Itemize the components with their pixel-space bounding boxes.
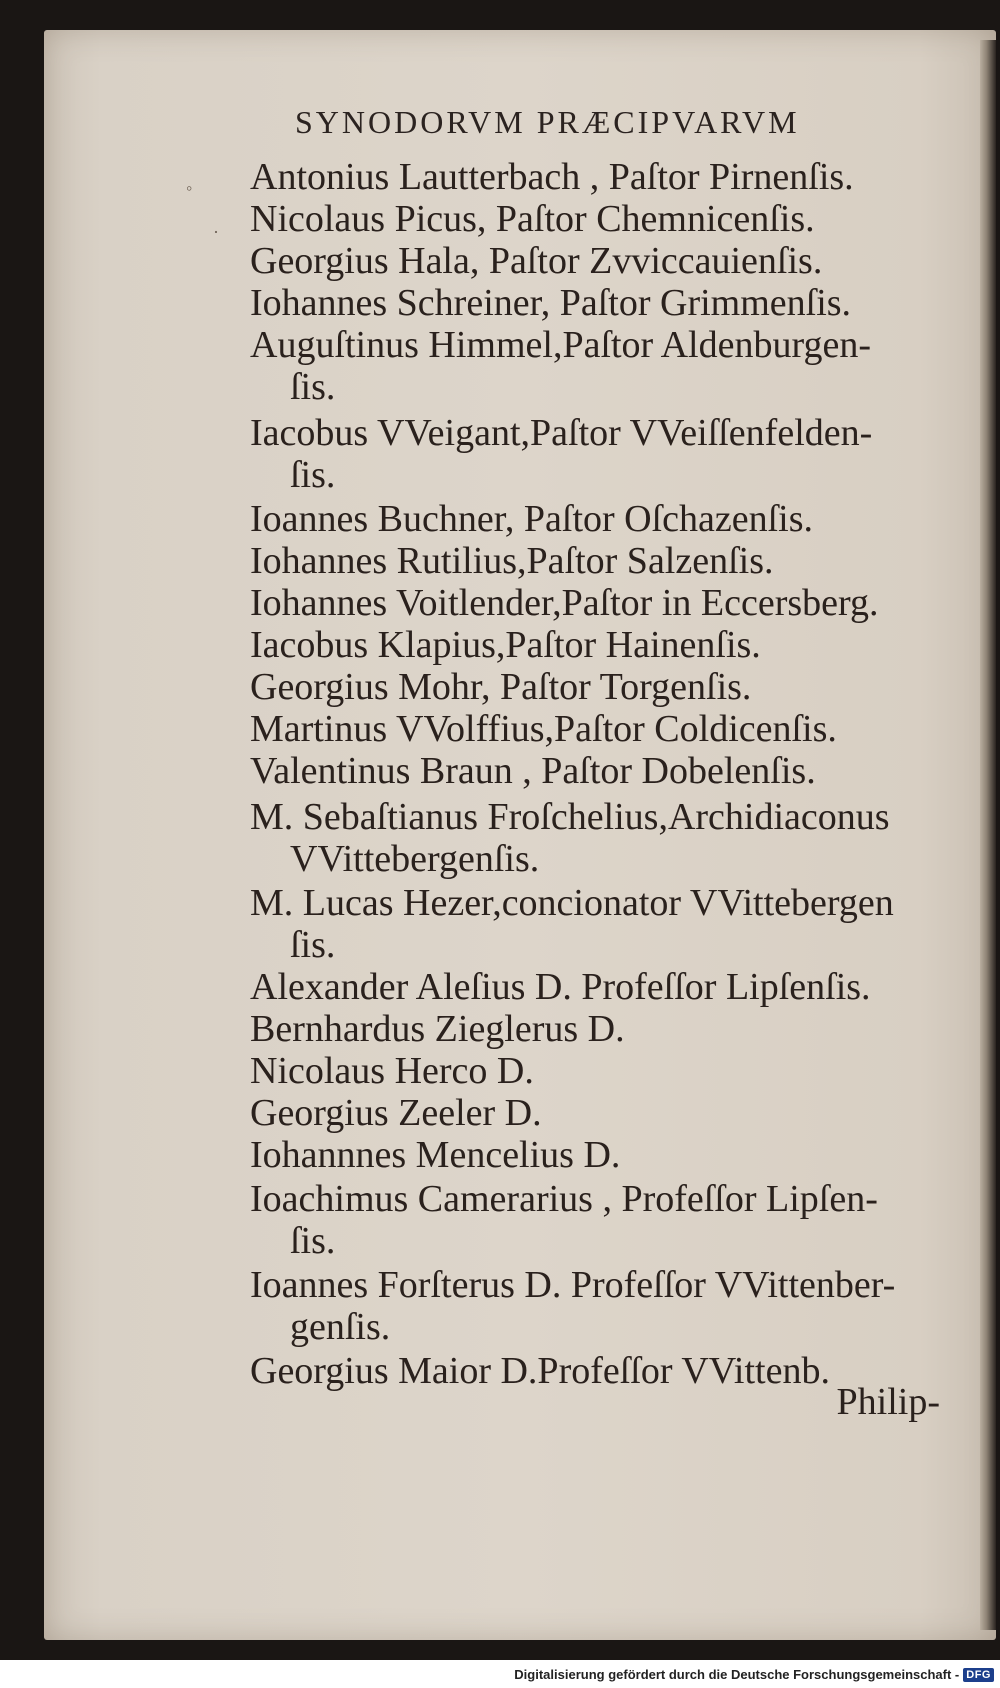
list-item: Iohannes Schreiner, Paſtor Grimmenſis. (250, 282, 852, 324)
list-item: Iohannes Voitlender,Paſtor in Eccersberg. (250, 582, 879, 624)
catchword: Philip- (836, 1381, 940, 1423)
list-item: M. Lucas Hezer,concionator VVittebergen (250, 882, 894, 924)
list-item: Ioannes Forſterus D. Profeſſor VVittenber- (250, 1264, 896, 1306)
list-item: Nicolaus Herco D. (250, 1050, 534, 1092)
list-item: Georgius Hala, Paſtor Zvviccauienſis. (250, 240, 823, 282)
list-item: Iohannnes Mencelius D. (250, 1134, 621, 1176)
digitization-credit (514, 1667, 994, 1682)
list-item-continuation: ſis. (290, 1220, 336, 1262)
list-item: Ioannes Buchner, Paſtor Oſchazenſis. (250, 498, 814, 540)
list-item: Iacobus Klapius,Paſtor Hainenſis. (250, 624, 761, 666)
page-edge (980, 40, 996, 1630)
list-item: Valentinus Braun , Paſtor Dobelenſis. (250, 750, 816, 792)
list-item: Nicolaus Picus, Paſtor Chemnicenſis. (250, 198, 815, 240)
list-item: Auguſtinus Himmel,Paſtor Aldenburgen- (250, 324, 871, 366)
list-item: Georgius Zeeler D. (250, 1092, 542, 1134)
list-item-continuation: genſis. (290, 1306, 391, 1348)
list-item: Martinus VVolffius,Paſtor Coldicenſis. (250, 708, 837, 750)
margin-mark: ◦ (186, 178, 193, 198)
list-item-continuation: ſis. (290, 924, 336, 966)
credit-text: Digitalisierung gefördert durch die Deutsche Forschungsgemeinschaft - (514, 1667, 960, 1682)
list-item: Antonius Lautterbach , Paſtor Pirnenſis. (250, 156, 854, 198)
list-item: Iacobus VVeigant,Paſtor VVeiſſenfelden- (250, 412, 873, 454)
dfg-logo-icon: DFG (963, 1668, 994, 1682)
running-head: SYNODORVM PRÆCIPVARVM (295, 104, 800, 140)
list-item: Iohannes Rutilius,Paſtor Salzenſis. (250, 540, 774, 582)
list-item-continuation: VVittebergenſis. (290, 838, 540, 880)
list-item: Ioachimus Camerarius , Profeſſor Lipſen- (250, 1178, 878, 1220)
list-item: Alexander Aleſius D. Profeſſor Lipſenſis. (250, 966, 871, 1008)
list-item: Bernhardus Zieglerus D. (250, 1008, 625, 1050)
margin-mark: · (213, 222, 219, 242)
list-item: Georgius Mohr, Paſtor Torgenſis. (250, 666, 752, 708)
list-item: Georgius Maior D.Profeſſor VVittenb. (250, 1350, 830, 1392)
list-item-continuation: ſis. (290, 454, 336, 496)
list-item-continuation: ſis. (290, 366, 336, 408)
list-item: M. Sebaſtianus Froſchelius,Archidiaconus (250, 796, 890, 838)
